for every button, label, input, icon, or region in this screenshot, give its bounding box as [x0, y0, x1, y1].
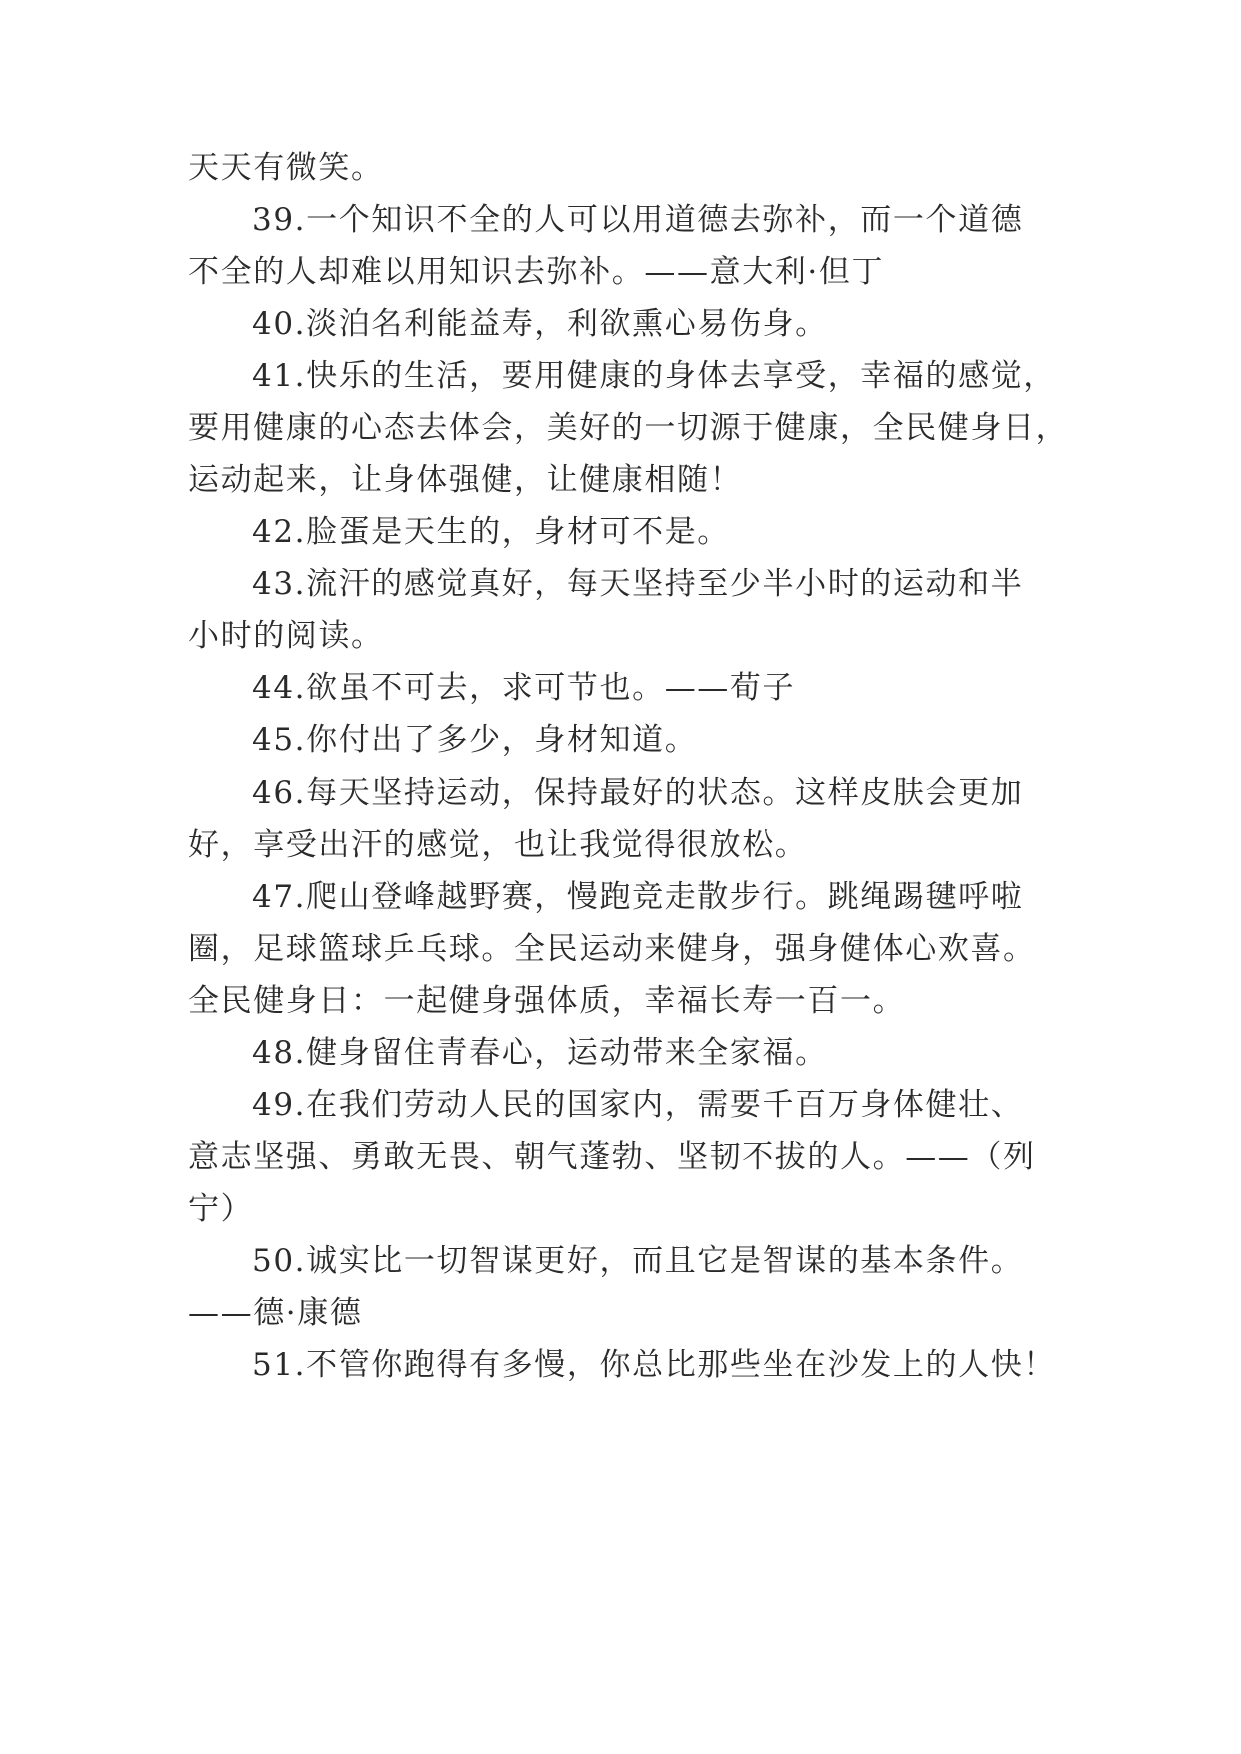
- text-line: 39.一个知识不全的人可以用道德去弥补，而一个道德: [252, 202, 1024, 238]
- text-line: 49.在我们劳动人民的国家内，需要千百万身体健壮、: [252, 1087, 1024, 1123]
- text-line: 天天有微笑。: [188, 150, 384, 186]
- text-line: 好，享受出汗的感觉，也让我觉得很放松。: [188, 827, 808, 863]
- text-line: 42.脸蛋是天生的，身材可不是。: [252, 514, 730, 550]
- text-line: 意志坚强、勇敢无畏、朝气蓬勃、坚韧不拔的人。——（列: [188, 1139, 1036, 1175]
- text-line: 48.健身留住青春心，运动带来全家福。: [252, 1035, 828, 1071]
- text-line: 圈，足球篮球乒乓球。全民运动来健身，强身健体心欢喜。: [188, 931, 1036, 967]
- text-line: 不全的人却难以用知识去弥补。——意大利·但丁: [188, 254, 885, 290]
- text-line: 要用健康的心态去体会，美好的一切源于健康，全民健身日，: [188, 410, 1069, 446]
- text-line: 运动起来，让身体强健，让健康相随！: [188, 462, 743, 498]
- text-line: 47.爬山登峰越野赛，慢跑竞走散步行。跳绳踢毽呼啦: [252, 879, 1024, 915]
- text-line: 宁）: [188, 1191, 254, 1227]
- text-line: 43.流汗的感觉真好，每天坚持至少半小时的运动和半: [252, 566, 1024, 602]
- text-line: 44.欲虽不可去，求可节也。——荀子: [252, 670, 796, 706]
- text-line: 41.快乐的生活，要用健康的身体去享受，幸福的感觉，: [252, 358, 1056, 394]
- text-line: 46.每天坚持运动，保持最好的状态。这样皮肤会更加: [252, 775, 1024, 811]
- text-line: 45.你付出了多少，身材知道。: [252, 722, 698, 758]
- text-line: 50.诚实比一切智谋更好，而且它是智谋的基本条件。: [252, 1243, 1024, 1279]
- text-line: 小时的阅读。: [188, 618, 384, 654]
- text-line: 40.淡泊名利能益寿，利欲熏心易伤身。: [252, 306, 828, 342]
- text-line: ——德·康德: [188, 1295, 363, 1331]
- text-line: 51.不管你跑得有多慢，你总比那些坐在沙发上的人快！: [252, 1347, 1056, 1383]
- text-line: 全民健身日：一起健身强体质，幸福长寿一百一。: [188, 983, 906, 1019]
